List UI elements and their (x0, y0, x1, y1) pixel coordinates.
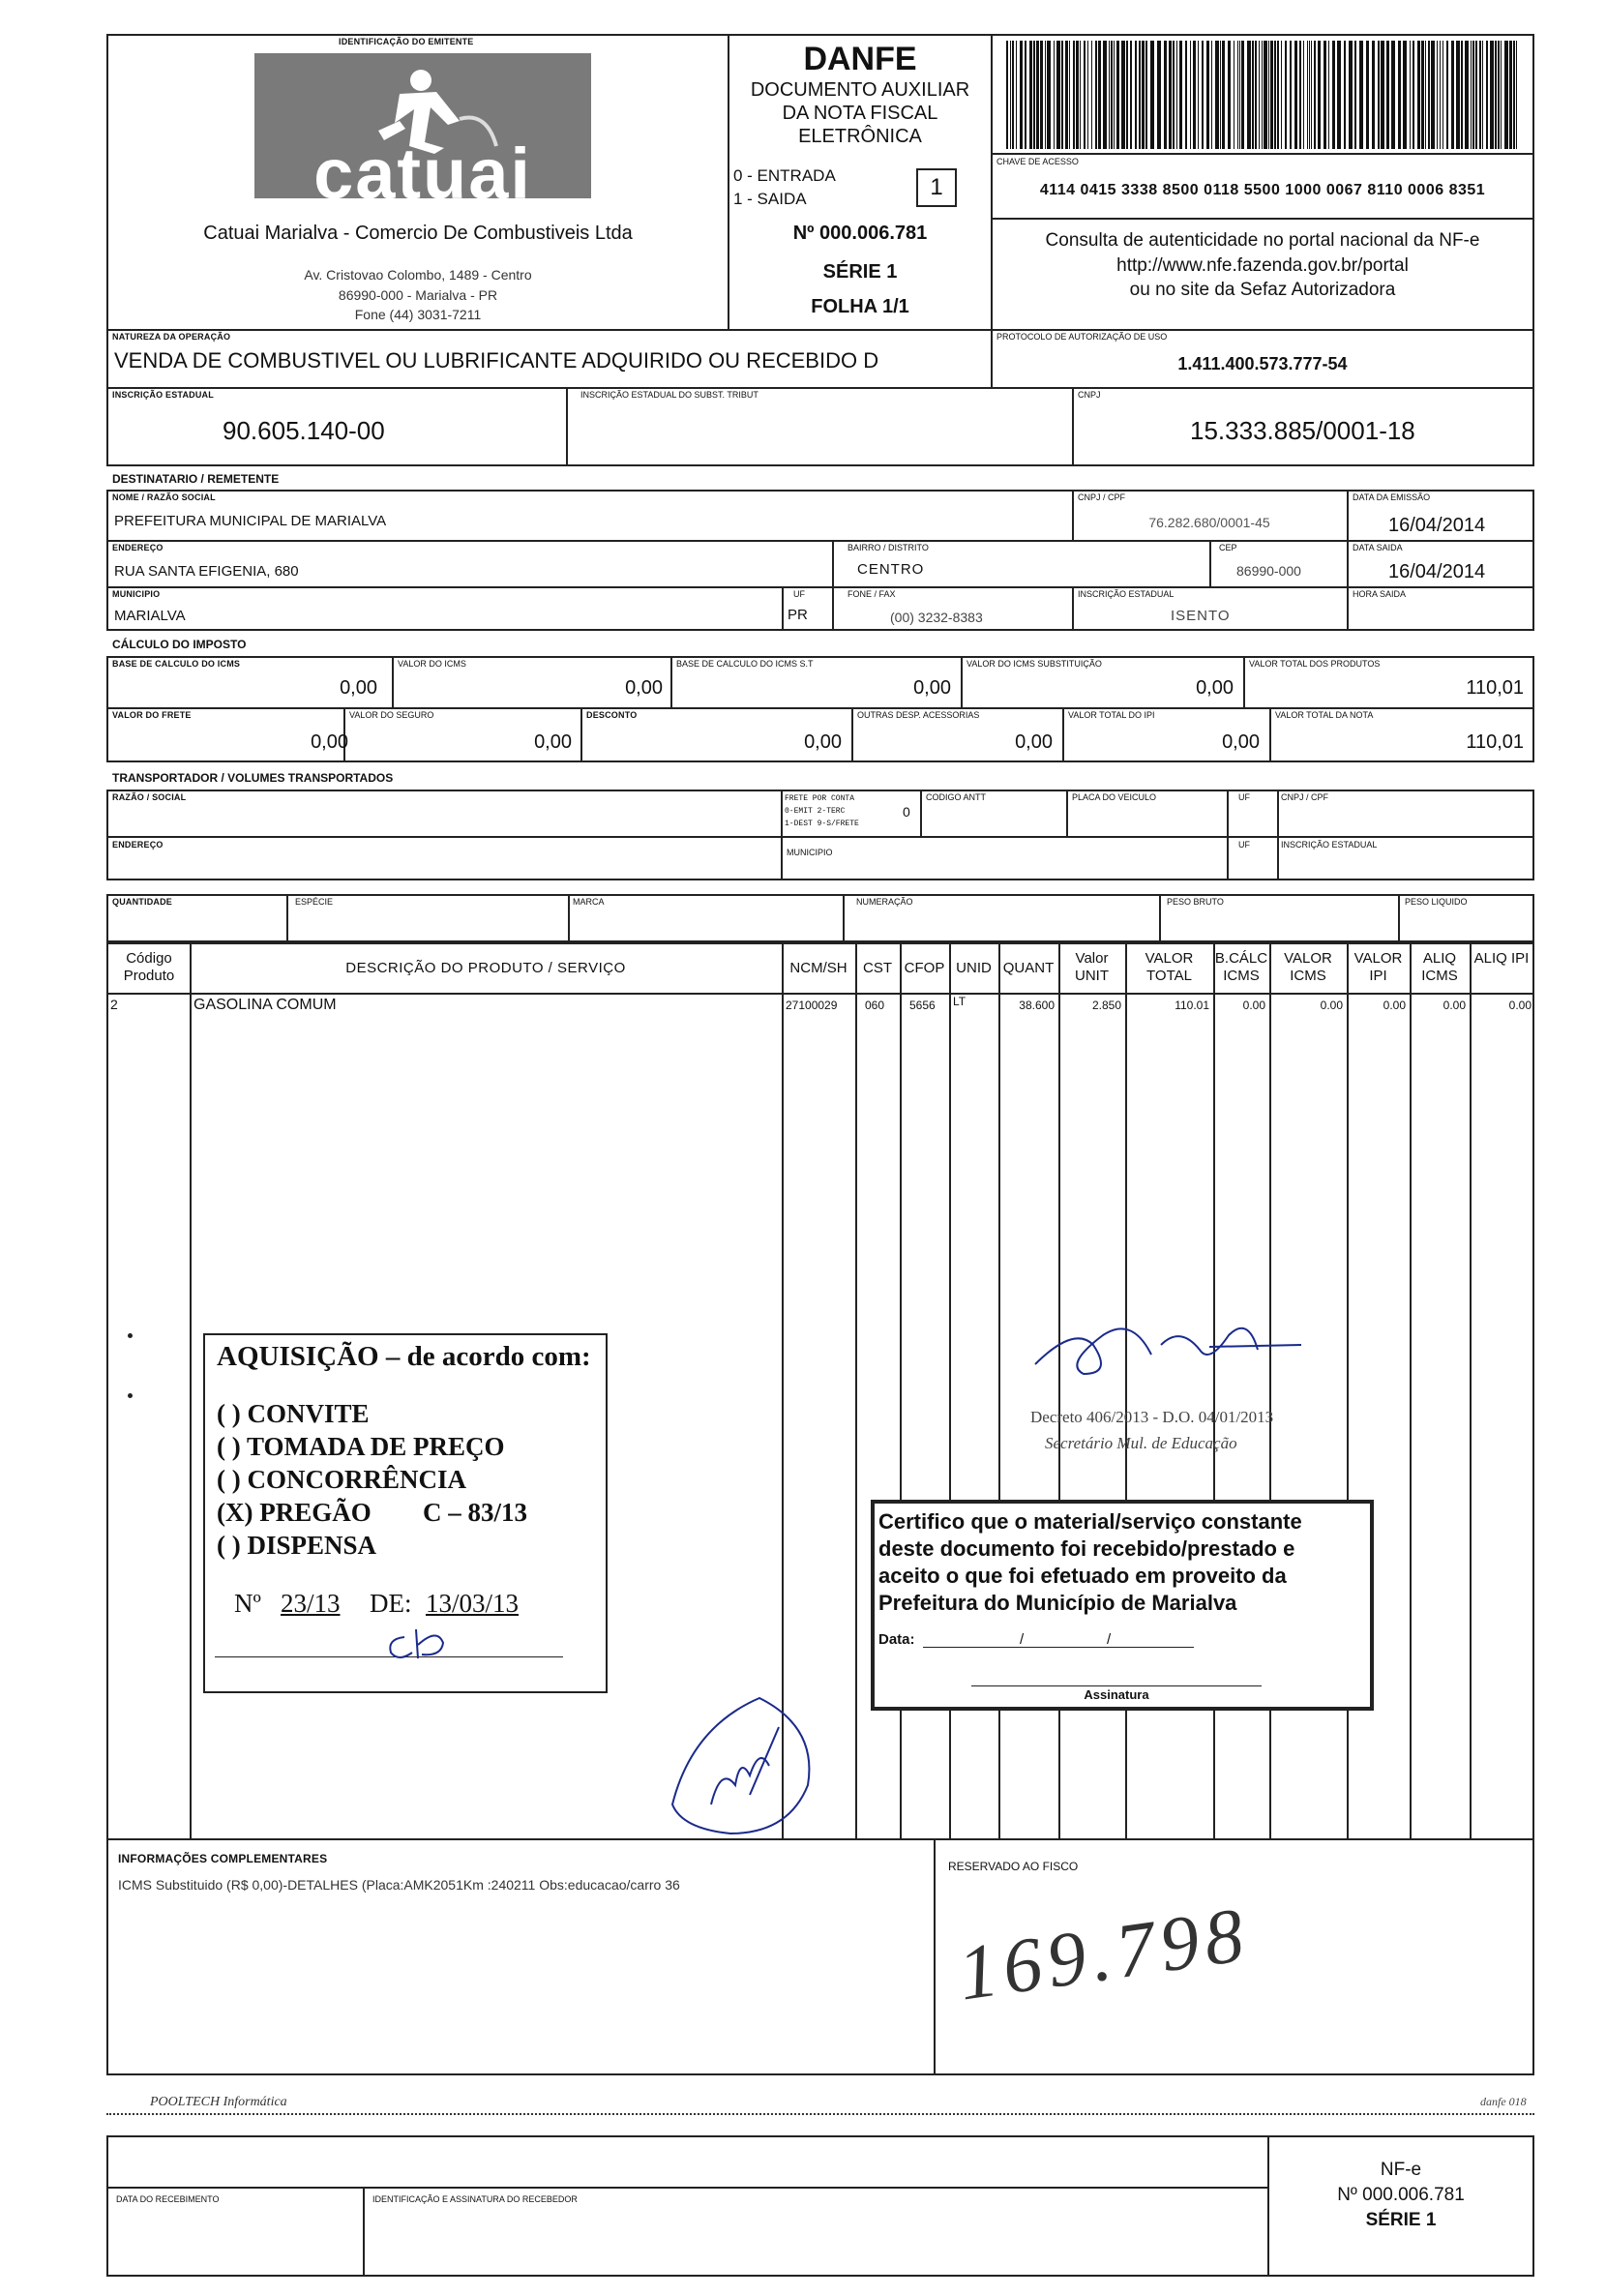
row-bc-icms: 0.00 (1242, 999, 1265, 1012)
decreto-line-1: Decreto 406/2013 - D.O. 04/01/2013 (1030, 1408, 1274, 1426)
uf: PR (788, 607, 808, 623)
software-credit: POOLTECH Informática (150, 2095, 287, 2109)
danfe-saida: 1 - SAIDA (733, 190, 807, 208)
dest-ie-label: INSCRIÇÃO ESTADUAL (1078, 589, 1175, 599)
round-initial-stamp (653, 1669, 827, 1843)
municipio: MARIALVA (114, 608, 186, 624)
row-descricao: GASOLINA COMUM (193, 997, 337, 1013)
total-nota: 110,01 (1466, 731, 1524, 753)
logo-text: catuai (313, 134, 532, 214)
dest-ie: ISENTO (1171, 608, 1231, 624)
bairro: CENTRO (857, 561, 925, 578)
handwritten-signature (1016, 1306, 1306, 1393)
quantidade-label: QUANTIDADE (112, 897, 172, 907)
natureza-value: VENDA DE COMBUSTIVEL OU LUBRIFICANTE ADQUIRIDO OU RECEBIDO D (114, 348, 879, 373)
natureza-label: NATUREZA DA OPERAÇÃO (112, 332, 231, 342)
chave-label: CHAVE DE ACESSO (996, 157, 1079, 166)
seguro: 0,00 (534, 731, 572, 753)
col-codigo: Código Produto (123, 950, 175, 984)
valor-st-label: VALOR DO ICMS SUBSTITUIÇÃO (967, 659, 1102, 669)
col-aliq-ipi: ALIQ IPI (1473, 950, 1530, 967)
col-valor-unit: Valor UNIT (1075, 950, 1109, 984)
cep-label: CEP (1219, 543, 1237, 552)
bairro-label: BAIRRO / DISTRITO (848, 543, 929, 552)
consulta-1: Consulta de autenticidade no portal nacional da NF-e (1045, 230, 1480, 251)
row-codigo: 2 (110, 997, 118, 1012)
data-saida-label: DATA SAIDA (1353, 543, 1403, 552)
data-emissao: 16/04/2014 (1388, 515, 1486, 536)
decreto-line-2: Secretário Mul. de Educação (1045, 1434, 1237, 1452)
base-st-label: BASE DE CALCULO DO ICMS S.T (676, 659, 814, 669)
base-st: 0,00 (913, 677, 951, 699)
marca-label: MARCA (573, 897, 605, 907)
aquisicao-data: 13/03/13 (426, 1589, 520, 1618)
emitter-address-2: 86990-000 - Marialva - PR (338, 287, 498, 303)
danfe-numero: Nº 000.006.781 (792, 223, 928, 244)
imposto-section: CÁLCULO DO IMPOSTO (112, 638, 247, 651)
danfe-subtitle-3: ELETRÔNICA (798, 126, 922, 147)
row-valor-ipi: 0.00 (1383, 999, 1406, 1012)
aquisicao-data-prefix: DE: (370, 1589, 412, 1618)
cep: 86990-000 (1236, 563, 1301, 579)
transportador-section: TRANSPORTADOR / VOLUMES TRANSPORTADOS (112, 771, 394, 785)
aquisicao-numero: 23/13 (281, 1589, 341, 1618)
frete-label: VALOR DO FRETE (112, 710, 192, 720)
uf-label: UF (793, 589, 805, 599)
col-valor-icms: VALOR ICMS (1284, 950, 1332, 984)
total-nota-label: VALOR TOTAL DA NOTA (1275, 710, 1374, 720)
protocolo-value: 1.411.400.573.777-54 (1177, 354, 1348, 373)
dest-endereco-label: ENDEREÇO (112, 543, 164, 552)
dest-nome-label: NOME / RAZÃO SOCIAL (112, 492, 216, 502)
row-cst: 060 (865, 999, 885, 1012)
transp-endereco-label: ENDEREÇO (112, 840, 164, 850)
hora-saida-label: HORA SAIDA (1353, 589, 1407, 599)
placa-label: PLACA DO VEICULO (1072, 792, 1157, 802)
seguro-label: VALOR DO SEGURO (349, 710, 434, 720)
dest-cnpj: 76.282.680/0001-45 (1148, 515, 1270, 530)
danfe-tipo: 1 (930, 174, 943, 200)
transp-municipio-label: MUNICIPIO (787, 848, 833, 857)
transp-uf-label: UF (1238, 792, 1250, 802)
row-quant: 38.600 (1019, 999, 1055, 1012)
aquisicao-stamp (203, 1333, 608, 1693)
emitter-section-label: IDENTIFICAÇÃO DO EMITENTE (339, 37, 474, 46)
aquisicao-opt-1: ( ) CONVITE (217, 1399, 370, 1428)
danfe-serie: SÉRIE 1 (822, 261, 898, 283)
col-aliq-icms: ALIQ ICMS (1421, 950, 1458, 984)
data-saida: 16/04/2014 (1388, 561, 1486, 582)
dest-nome: PREFEITURA MUNICIPAL DE MARIALVA (114, 513, 387, 529)
assinatura-recebedor-label: IDENTIFICAÇÃO E ASSINATURA DO RECEBEDOR (372, 2194, 578, 2204)
initials-signature (377, 1618, 464, 1666)
data-emissao-label: DATA DA EMISSÃO (1353, 492, 1431, 502)
ie-st-label: INSCRIÇÃO ESTADUAL DO SUBST. TRIBUT (580, 390, 758, 400)
ipi: 0,00 (1222, 731, 1260, 753)
aquisicao-opt-2: ( ) TOMADA DE PREÇO (217, 1432, 505, 1461)
row-ncm: 27100029 (786, 999, 838, 1012)
total-produtos-label: VALOR TOTAL DOS PRODUTOS (1249, 659, 1381, 669)
fisco-label: RESERVADO AO FISCO (948, 1860, 1079, 1873)
col-valor-total: VALOR TOTAL (1145, 950, 1194, 984)
info-label: INFORMAÇÕES COMPLEMENTARES (118, 1852, 328, 1865)
destinatario-section: DESTINATARIO / REMETENTE (112, 472, 280, 486)
frete-conta-value: 0 (903, 804, 910, 820)
info-text: ICMS Substituido (R$ 0,00)-DETALHES (Placa:AMK2051Km :240211 Obs:educacao/carro 36 (118, 1877, 680, 1893)
certifico-line-1: Certifico que o material/serviço constante (878, 1509, 1302, 1534)
receipt-box (106, 2135, 1534, 2277)
aquisicao-numero-prefix: Nº (234, 1589, 261, 1618)
row-aliq-icms: 0.00 (1442, 999, 1466, 1012)
danfe-folha: FOLHA 1/1 (811, 296, 909, 317)
aquisicao-opt-4-ref: C – 83/13 (423, 1498, 527, 1527)
emitter-address-1: Av. Cristovao Colombo, 1489 - Centro (304, 267, 532, 283)
certifico-line-3: aceito o que foi efetuado em proveito da (878, 1564, 1287, 1588)
ie-value: 90.605.140-00 (223, 416, 385, 445)
antt-label: CODIGO ANTT (926, 792, 987, 802)
outras-label: OUTRAS DESP. ACESSORIAS (857, 710, 980, 720)
base-icms-label: BASE DE CALCULO DO ICMS (112, 659, 241, 669)
certifico-data-label: Data: (878, 1631, 915, 1648)
desconto: 0,00 (804, 731, 842, 753)
numeracao-label: NUMERAÇÃO (856, 897, 913, 907)
transportador-box (106, 790, 1534, 880)
especie-label: ESPÉCIE (295, 897, 334, 907)
col-descricao: DESCRIÇÃO DO PRODUTO / SERVIÇO (345, 960, 626, 976)
col-bc-icms: B.CÁLC ICMS (1214, 950, 1268, 984)
footer-nfe: NF-e (1380, 2160, 1422, 2180)
bullet (128, 1393, 133, 1398)
col-cst: CST (863, 960, 892, 976)
handwritten-number: 169.798 (953, 1892, 1255, 2017)
info-box (106, 1838, 1534, 2075)
municipio-label: MUNICIPIO (112, 589, 161, 599)
col-unid: UNID (956, 960, 992, 976)
row-valor-unit: 2.850 (1091, 999, 1121, 1012)
certifico-assinatura-label: Assinatura (1084, 1687, 1149, 1702)
aquisicao-opt-3: ( ) CONCORRÊNCIA (217, 1465, 466, 1494)
transp-uf2-label: UF (1238, 840, 1250, 850)
danfe-code: danfe 018 (1480, 2095, 1527, 2108)
fone-label: FONE / FAX (848, 589, 896, 599)
emitter-name: Catuai Marialva - Comercio De Combustiveis Ltda (203, 223, 633, 244)
danfe-subtitle-1: DOCUMENTO AUXILIAR (750, 79, 970, 101)
aquisicao-title: AQUISIÇÃO – de acordo com: (217, 1341, 591, 1372)
protocolo-label: PROTOCOLO DE AUTORIZAÇÃO DE USO (996, 332, 1168, 342)
certifico-line-2: deste documento foi recebido/prestado e (878, 1536, 1295, 1561)
desconto-label: DESCONTO (586, 710, 638, 720)
footer-serie: SÉRIE 1 (1365, 2210, 1437, 2230)
cnpj-label: CNPJ (1078, 390, 1101, 400)
certifico-line-4: Prefeitura do Município de Marialva (878, 1591, 1237, 1615)
transp-razao-label: RAZÃO / SOCIAL (112, 792, 187, 802)
footer-numero: Nº 000.006.781 (1337, 2185, 1465, 2205)
total-produtos: 110,01 (1466, 677, 1524, 699)
row-aliq-ipi: 0.00 (1508, 999, 1532, 1012)
certifico-stamp: Certifico que o material/serviço constante deste documento foi recebido/prestado e aceito o que foi efetuado em proveito da Prefeitura do Município de Marialva Data: / / Assinatura (871, 1500, 1374, 1711)
danfe-entrada: 0 - ENTRADA (733, 166, 836, 185)
chave-acesso: 4114 0415 3338 8500 0118 5500 1000 0067 8110 0006 8351 (1039, 182, 1486, 198)
row-unid: LT (953, 995, 967, 1008)
peso-bruto-label: PESO BRUTO (1167, 897, 1224, 907)
danfe-subtitle-2: DA NOTA FISCAL (782, 103, 938, 124)
dest-endereco: RUA SANTA EFIGENIA, 680 (114, 563, 299, 580)
barcode (1006, 41, 1519, 155)
frete-conta-2: 0-EMIT 2-TERC (785, 807, 846, 816)
row-valor-icms: 0.00 (1320, 999, 1343, 1012)
consulta-3: ou no site da Sefaz Autorizadora (1129, 280, 1396, 300)
col-cfop: CFOP (904, 960, 945, 976)
outras: 0,00 (1015, 731, 1053, 753)
ie-label: INSCRIÇÃO ESTADUAL (112, 390, 214, 400)
frete-conta-1: FRETE POR CONTA (785, 794, 855, 803)
transp-cnpj-label: CNPJ / CPF (1281, 792, 1329, 802)
aquisicao-opt-5: ( ) DISPENSA (217, 1531, 377, 1560)
danfe-title: DANFE (803, 41, 917, 77)
aquisicao-opt-4: (X) PREGÃO (217, 1498, 372, 1527)
emitter-phone: Fone (44) 3031-7211 (354, 307, 482, 322)
ipi-label: VALOR TOTAL DO IPI (1068, 710, 1155, 720)
destinatario-box (106, 490, 1534, 631)
cut-line (106, 2113, 1534, 2115)
fone: (00) 3232-8383 (890, 610, 983, 625)
transp-ie-label: INSCRIÇÃO ESTADUAL (1281, 840, 1378, 850)
row-cfop: 5656 (909, 999, 936, 1012)
bullet (128, 1333, 133, 1338)
valor-icms-label: VALOR DO ICMS (398, 659, 466, 669)
peso-liquido-label: PESO LIQUIDO (1405, 897, 1468, 907)
col-ncm: NCM/SH (789, 960, 848, 976)
row-valor-total: 110.01 (1175, 999, 1209, 1012)
valor-icms: 0,00 (625, 677, 663, 699)
cnpj-value: 15.333.885/0001-18 (1190, 416, 1415, 445)
company-logo (254, 53, 591, 214)
frete-conta-3: 1-DEST 9-S/FRETE (785, 820, 859, 828)
frete: 0,00 (311, 731, 348, 753)
consulta-2[interactable]: http://www.nfe.fazenda.gov.br/portal (1116, 255, 1409, 276)
base-icms: 0,00 (340, 677, 377, 699)
col-valor-ipi: VALOR IPI (1353, 950, 1403, 984)
dest-cnpj-label: CNPJ / CPF (1078, 492, 1126, 502)
col-quant: QUANT (1002, 960, 1055, 976)
valor-st: 0,00 (1196, 677, 1234, 699)
data-recebimento-label: DATA DO RECEBIMENTO (116, 2194, 220, 2204)
